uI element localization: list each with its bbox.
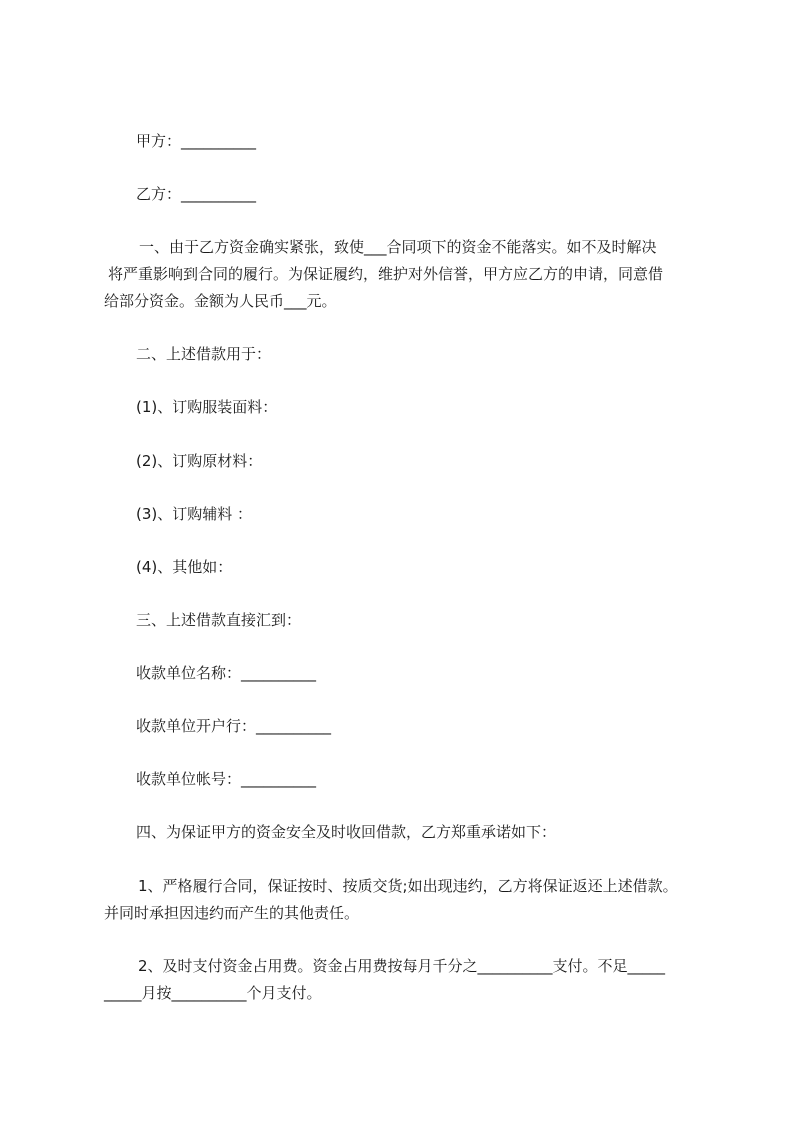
clause2-item-4: (4)、其他如： (136, 558, 233, 576)
clause3-title: 三、上述借款直接汇到： (136, 611, 302, 629)
clause1-line-2: 将严重影响到合同的履行。为保证履约，维护对外信誉，甲方应乙方的申请，同意借 (108, 265, 664, 283)
clause2-item-2: (2)、订购原材料： (136, 452, 263, 470)
payee-bank-line: 收款单位开户行：__________ (136, 717, 332, 735)
clause4-item1-line-1: 1、严格履行合同，保证按时、按质交货;如出现违约，乙方将保证返还上述借款。 (138, 877, 678, 895)
party-a-line: 甲方：__________ (136, 132, 257, 150)
clause2-title: 二、上述借款用于： (136, 345, 272, 363)
clause4-item2-line-2: _____月按__________个月支付。 (104, 984, 322, 1002)
payee-account-line: 收款单位帐号：__________ (136, 770, 317, 788)
party-b-line: 乙方：__________ (136, 185, 257, 203)
payee-name-line: 收款单位名称：__________ (136, 664, 317, 682)
clause1-line-3: 给部分资金。金额为人民币___元。 (104, 292, 337, 310)
clause2-item-3: (3)、订购辅料 ： (136, 505, 253, 523)
clause4-title: 四、为保证甲方的资金安全及时收回借款，乙方郑重承诺如下： (136, 823, 557, 841)
clause2-item-1: (1)、订购服装面料： (136, 398, 278, 416)
clause1-line-1: 一、由于乙方资金确实紧张，致使___合同项下的资金不能落实。如不及时解决 (139, 238, 657, 256)
clause4-item1-line-2: 并同时承担因违约而产生的其他责任。 (104, 904, 360, 922)
clause4-item2-line-1: 2、及时支付资金占用费。资金占用费按每月千分之__________支付。不足_____ (138, 957, 666, 975)
